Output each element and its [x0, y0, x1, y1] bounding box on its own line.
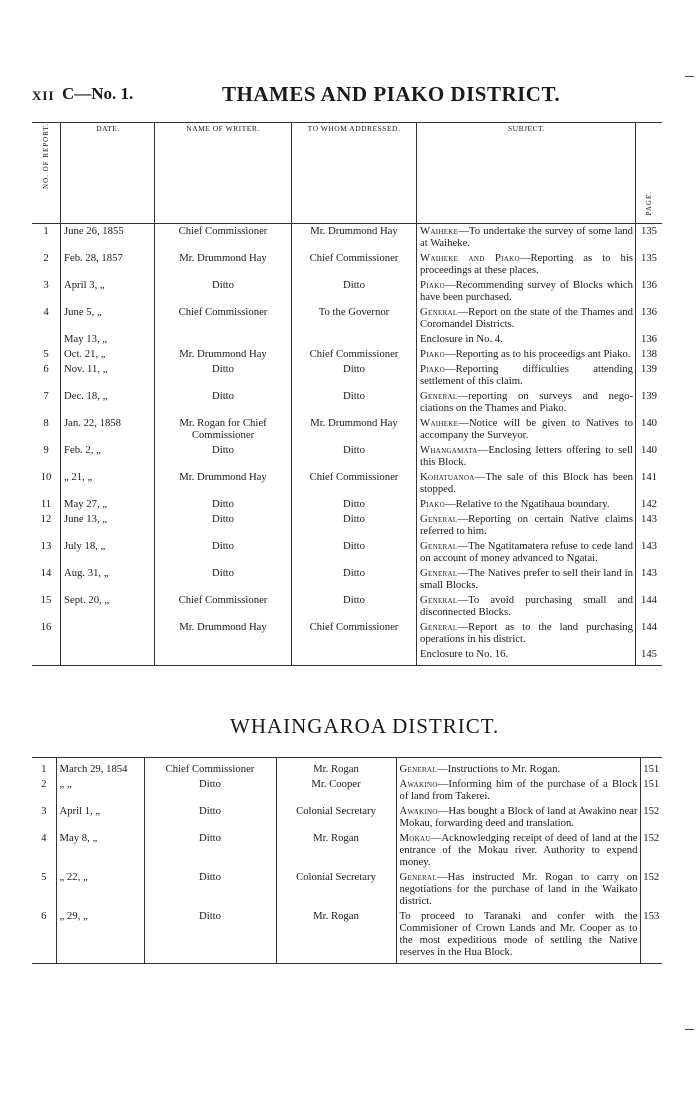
page-cell: 136: [640, 333, 658, 345]
subject-text: —Reporting as to his proceedings at these places.: [420, 252, 633, 276]
report-number: 5: [32, 347, 61, 362]
table-row: [32, 362, 662, 389]
report-number: 4: [32, 305, 61, 332]
subject-text: Enclosure to No. 16.: [420, 648, 509, 660]
table-row: [32, 278, 662, 305]
addressee-cell: Mr. Rogan: [276, 909, 396, 960]
addressee-cell: [292, 647, 417, 662]
page-cell: 143: [640, 540, 658, 552]
date-cell: March 29, 1854: [56, 758, 144, 778]
subject-cell: [396, 870, 640, 909]
report-number: 10: [32, 470, 61, 497]
table-row: [32, 224, 662, 252]
date-cell: „ 22, „: [56, 870, 144, 909]
subject-cell: [417, 539, 636, 566]
thames-table-body: [32, 224, 662, 666]
addressee-cell: Mr. Cooper: [276, 777, 396, 804]
table-row: [32, 443, 662, 470]
subject-heading: General: [420, 540, 458, 552]
date-cell: [61, 620, 155, 647]
addressee-cell: Mr. Drummond Hay: [292, 224, 417, 252]
report-number: 4: [32, 831, 56, 870]
table-row: [32, 566, 662, 593]
subject-text: —Report as to the land purchasing operations in his district.: [420, 621, 633, 645]
subject-heading: Waiheke: [420, 225, 459, 237]
page-cell: 141: [640, 471, 658, 483]
subject-heading: General: [420, 390, 458, 402]
addressee-cell: Colonial Secretary: [276, 804, 396, 831]
subject-cell: [417, 305, 636, 332]
subject-text: —Notice will be given to Natives to accompany the Surveyor.: [420, 417, 633, 441]
subject-heading: Piako: [420, 279, 445, 291]
subject-text: To proceed to Taranaki and confer with the Commisioner of Crown Lands and Mr. Cooper as to the most expeditious mode of settling the Native reserves in the Hua Block.: [399, 910, 638, 958]
subject-heading: General: [399, 871, 437, 883]
writer-cell: Ditto: [155, 278, 292, 305]
date-cell: May 8, „: [56, 831, 144, 870]
report-number: 2: [32, 251, 61, 278]
page-cell: 152: [643, 871, 660, 883]
table-row: [32, 512, 662, 539]
writer-cell: Chief Commissioner: [155, 305, 292, 332]
report-number: 15: [32, 593, 61, 620]
date-cell: April 1, „: [56, 804, 144, 831]
page-cell: 153: [643, 910, 660, 922]
report-number: 2: [32, 777, 56, 804]
table-row: [32, 647, 662, 662]
addressee-cell: Ditto: [292, 362, 417, 389]
subject-heading: General: [420, 567, 458, 579]
subject-text: —Recommending survey of Blocks which have been purchased.: [420, 279, 633, 303]
report-number: 3: [32, 804, 56, 831]
col-header-page: PAGE.: [636, 123, 663, 224]
subject-heading: Awakino: [399, 805, 438, 817]
page-cell: 143: [640, 567, 658, 579]
writer-cell: Mr. Drummond Hay: [155, 620, 292, 647]
subject-cell: [417, 332, 636, 347]
report-number: 1: [32, 224, 61, 252]
writer-cell: Ditto: [155, 362, 292, 389]
subject-text: —Enclosing letters offering to sell this Block.: [420, 444, 633, 468]
subject-text: —To avoid purchasing small and disconnected Blocks.: [420, 594, 633, 618]
subject-text: —Instructions to Mr. Rogan.: [436, 763, 561, 775]
subject-cell: [396, 909, 640, 960]
addressee-cell: Ditto: [292, 497, 417, 512]
col-header-no: NO. OF REPORT.: [32, 123, 61, 224]
margin-mark: [685, 1029, 694, 1030]
subject-heading: Whangamata: [420, 444, 478, 456]
writer-cell: Ditto: [155, 389, 292, 416]
page-cell: 152: [643, 832, 660, 844]
addressee-cell: Ditto: [292, 278, 417, 305]
date-cell: Jan. 22, 1858: [61, 416, 155, 443]
addressee-cell: Mr. Drummond Hay: [292, 416, 417, 443]
table-row: [32, 251, 662, 278]
page-cell: 144: [640, 594, 658, 606]
section-title-whaingaroa: WHAINGAROA DISTRICT.: [230, 714, 500, 738]
subject-text: —Reporting on certain Native claims referred to him.: [420, 513, 633, 537]
subject-cell: [417, 416, 636, 443]
report-number: [32, 647, 61, 662]
date-cell: July 18, „: [61, 539, 155, 566]
addressee-cell: Ditto: [292, 443, 417, 470]
writer-cell: Ditto: [155, 539, 292, 566]
subject-cell: [417, 470, 636, 497]
date-cell: April 3, „: [61, 278, 155, 305]
writer-cell: Mr. Rogan for Chief Commissioner: [155, 416, 292, 443]
subject-text: —Reporting as to his proceedigs ant Piako.: [444, 348, 631, 360]
page-cell: 152: [643, 805, 660, 817]
table-row: [32, 470, 662, 497]
page-cell: 144: [640, 621, 658, 633]
table-row: [32, 497, 662, 512]
subject-cell: [417, 647, 636, 662]
writer-cell: Ditto: [155, 443, 292, 470]
col-header-date: DATE.: [61, 123, 155, 224]
subject-text: —The sale of this Block has been stopped.: [420, 471, 633, 495]
report-number: 8: [32, 416, 61, 443]
date-cell: „ 29, „: [56, 909, 144, 960]
date-cell: June 5, „: [61, 305, 155, 332]
whaingaroa-table: [32, 757, 662, 964]
report-number: 14: [32, 566, 61, 593]
subject-text: —The Natives prefer to sell their land in small Blocks.: [420, 567, 633, 591]
report-number: 11: [32, 497, 61, 512]
page-cell: 142: [640, 498, 658, 510]
thames-table: [32, 122, 662, 666]
date-cell: June 26, 1855: [61, 224, 155, 252]
page-cell: 136: [640, 279, 658, 291]
addressee-cell: [292, 332, 417, 347]
subject-heading: Waiheke: [420, 417, 459, 429]
writer-cell: Ditto: [155, 566, 292, 593]
table-row: [32, 758, 662, 778]
subject-heading: General: [420, 594, 458, 606]
addressee-cell: Ditto: [292, 389, 417, 416]
page-cell: 140: [640, 444, 658, 456]
whaingaroa-table-body: [32, 758, 662, 964]
table-row: [32, 593, 662, 620]
report-number: [32, 332, 61, 347]
subject-heading: Piako: [420, 498, 445, 510]
date-cell: Sept. 20, „: [61, 593, 155, 620]
writer-cell: Mr. Drummond Hay: [155, 251, 292, 278]
date-cell: „ „: [56, 777, 144, 804]
page-cell: 151: [640, 758, 662, 778]
subject-text: —Relative to the Ngatihaua boundary.: [444, 498, 610, 510]
table-row: [32, 804, 662, 831]
col-header-writer: NAME OF WRITER.: [155, 123, 292, 224]
addressee-cell: Chief Commissioner: [292, 347, 417, 362]
writer-cell: [155, 647, 292, 662]
table-row: [32, 870, 662, 909]
date-cell: May 27, „: [61, 497, 155, 512]
subject-text: —Informing him of the purchase of a Block of land from Takerei.: [399, 778, 638, 802]
report-number: 3: [32, 278, 61, 305]
date-cell: Nov. 11, „: [61, 362, 155, 389]
report-number: 5: [32, 870, 56, 909]
subject-cell: [396, 831, 640, 870]
subject-cell: [417, 497, 636, 512]
report-number: 6: [32, 909, 56, 960]
addressee-cell: Ditto: [292, 539, 417, 566]
report-number: 7: [32, 389, 61, 416]
addressee-cell: Ditto: [292, 566, 417, 593]
subject-cell: [417, 389, 636, 416]
page-cell: 139: [640, 363, 658, 375]
page-cell: 140: [640, 417, 658, 429]
page-cell: 151: [643, 778, 660, 790]
page-cell: 139: [640, 390, 658, 402]
table-row: [32, 909, 662, 960]
subject-cell: [417, 512, 636, 539]
subject-text: —Report on the state of the Thames and Coromandel Districts.: [420, 306, 633, 330]
subject-heading: Piako: [420, 363, 445, 375]
page-cell: 135: [640, 252, 658, 264]
addressee-cell: Ditto: [292, 593, 417, 620]
addressee-cell: Mr. Rogan: [276, 758, 396, 778]
subject-text: —Has bought a Block of land at Awakino near Mokau, forwarding deed and translation.: [399, 805, 638, 829]
col-header-to: TO WHOM ADDRESSED.: [292, 123, 417, 224]
addressee-cell: Mr. Rogan: [276, 831, 396, 870]
date-cell: Feb. 2, „: [61, 443, 155, 470]
subject-cell: [417, 443, 636, 470]
writer-cell: Ditto: [155, 512, 292, 539]
subject-heading: Mokau: [399, 832, 431, 844]
report-number: 1: [32, 758, 56, 778]
paper-reference: C—No. 1.: [62, 84, 134, 103]
date-cell: June 13, „: [61, 512, 155, 539]
page-cell: 145: [640, 648, 658, 660]
writer-cell: Chief Commissioner: [155, 593, 292, 620]
margin-mark: [685, 76, 694, 77]
report-number: 13: [32, 539, 61, 566]
table-row: [32, 539, 662, 566]
subject-heading: Piako: [420, 348, 445, 360]
subject-heading: Awakino: [399, 778, 438, 790]
subject-heading: General: [420, 621, 458, 633]
date-cell: May 13, „: [61, 332, 155, 347]
page-cell: 138: [640, 348, 658, 360]
writer-cell: Chief Commissioner: [155, 224, 292, 252]
report-number: 12: [32, 512, 61, 539]
subject-cell: [396, 804, 640, 831]
subject-heading: Waiheke and Piako: [420, 252, 520, 264]
writer-cell: Ditto: [155, 497, 292, 512]
writer-cell: Ditto: [144, 777, 276, 804]
report-number: 9: [32, 443, 61, 470]
subject-text: —The Ngatitamatera refuse to cede land on account of money advanced to Ngatai.: [420, 540, 633, 564]
writer-cell: Ditto: [144, 909, 276, 960]
page-header: [32, 82, 652, 108]
table-bottom-rule: [32, 662, 662, 666]
table-row: [32, 777, 662, 804]
subject-cell: [417, 362, 636, 389]
writer-cell: Chief Commissioner: [144, 758, 276, 778]
subject-cell: [417, 278, 636, 305]
writer-cell: Ditto: [144, 804, 276, 831]
table-row: [32, 831, 662, 870]
subject-text: —reporting on surveys and nego-ciations on the Thames and Piako.: [420, 390, 633, 414]
subject-cell: [417, 620, 636, 647]
addressee-cell: Chief Commissioner: [292, 470, 417, 497]
page-cell: 135: [640, 225, 658, 237]
table-row: [32, 389, 662, 416]
date-cell: „ 21, „: [61, 470, 155, 497]
subject-cell: [417, 224, 636, 252]
writer-cell: Ditto: [144, 831, 276, 870]
subject-cell: [417, 593, 636, 620]
subject-heading: General: [420, 306, 458, 318]
report-number: 16: [32, 620, 61, 647]
subject-text: Enclosure in No. 4.: [420, 333, 503, 345]
date-cell: Dec. 18, „: [61, 389, 155, 416]
subject-text: —To undertake the survey of some land at Waiheke.: [420, 225, 633, 249]
page-cell: 143: [640, 513, 658, 525]
addressee-cell: To the Governor: [292, 305, 417, 332]
table-row: [32, 332, 662, 347]
section-title-thames: THAMES AND PIAKO DISTRICT.: [222, 82, 561, 106]
table-bottom-rule: [32, 960, 662, 964]
page-number: XII: [32, 88, 55, 103]
date-cell: Oct. 21, „: [61, 347, 155, 362]
table-row: [32, 620, 662, 647]
subject-heading: General: [420, 513, 458, 525]
table-row: [32, 305, 662, 332]
writer-cell: Mr. Drummond Hay: [155, 347, 292, 362]
table-header-row: [32, 123, 662, 224]
subject-heading: Kohatuanoa: [420, 471, 475, 483]
subject-heading: General: [399, 763, 437, 775]
col-header-subject: SUBJECT.: [417, 123, 636, 224]
addressee-cell: Ditto: [292, 512, 417, 539]
table-row: [32, 347, 662, 362]
subject-text: —Reporting difficulties attending settlement of this claim.: [420, 363, 633, 387]
subject-text: —Acknowledging receipt of deed of land at the entrance of the Mokau river. Authority to expend money.: [399, 832, 638, 868]
subject-cell: [417, 251, 636, 278]
addressee-cell: Chief Commissioner: [292, 620, 417, 647]
addressee-cell: Chief Commissioner: [292, 251, 417, 278]
writer-cell: [155, 332, 292, 347]
writer-cell: Ditto: [144, 870, 276, 909]
subject-cell: [396, 758, 640, 778]
date-cell: Feb. 28, 1857: [61, 251, 155, 278]
report-number: 6: [32, 362, 61, 389]
date-cell: Aug. 31, „: [61, 566, 155, 593]
subject-cell: [417, 566, 636, 593]
subject-cell: [417, 347, 636, 362]
writer-cell: Mr. Drummond Hay: [155, 470, 292, 497]
table-row: [32, 416, 662, 443]
addressee-cell: Colonial Secretary: [276, 870, 396, 909]
date-cell: [61, 647, 155, 662]
subject-text: —Has instructed Mr. Rogan to carry on negotiations for the purchase of land in the Waikato district.: [399, 871, 638, 907]
subject-cell: [396, 777, 640, 804]
page-cell: 136: [640, 306, 658, 318]
